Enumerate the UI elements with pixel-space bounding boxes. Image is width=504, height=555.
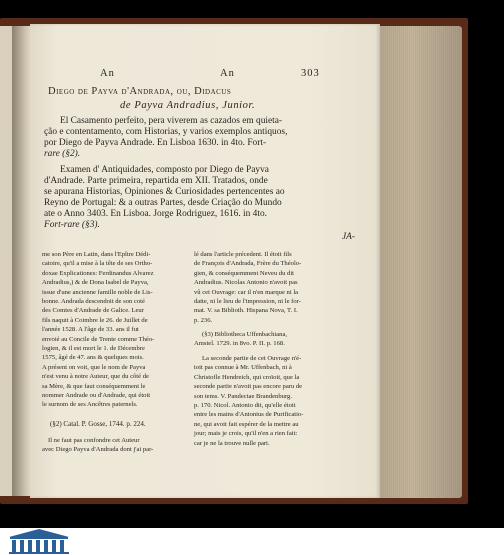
paragraph-line: Reyno de Portugal: & a outras Partes, desde Criação do Mundo <box>44 198 282 208</box>
paragraph-line: ate o Anno 3403. En Lisboa. Jorge Rodriguez, 1616. in 4to. <box>44 209 267 219</box>
footnote-line: nommer Andrade ou d'Andrade, qui étoit <box>42 392 151 399</box>
footnote-line: envoié au Concile de Trente comme Théo- <box>42 335 155 343</box>
footnote-line: issue d'une ancienne famille noble de Lis- <box>42 288 153 296</box>
footnote-line: seconde partie n'avoit pas encore paru de <box>194 383 303 391</box>
footnote-line: des Comtes d'Andrade de Galice. Leur <box>42 307 144 315</box>
footnote-line: 1575, âgé de 47. ans & quelques mois. <box>42 354 144 362</box>
footnote-line: sa Mère, & que faut conséquemment le <box>42 382 146 390</box>
footnote-line: fils naquit à Coimbre le 26. de Juillet de <box>42 316 148 324</box>
footer-bar <box>0 528 504 555</box>
right-page <box>30 24 380 498</box>
footnote-line: datte, ni le lieu de l'impression, ni le for- <box>194 298 301 305</box>
paragraph-line: se apurana Historias, Opiniones & Curiosidades pertencentes ao <box>44 187 285 197</box>
footnote-line: doxae Explicationes: Ferdinandus Alvarez <box>42 269 154 277</box>
entry-title-line1: Diego de Payva d'Andrada, ou, Didacus <box>48 86 232 97</box>
page-number: 303 <box>301 68 320 79</box>
footnote-line: de François d'Andrada, Frère du Théolo- <box>194 260 302 268</box>
left-page-edge <box>0 26 12 496</box>
footnote-line: Amstel. 1729. in 8vo. P. II. p. 168. <box>194 340 285 348</box>
footnote-83-heading: (§3) Bibliotheca Uffenbachiana, <box>202 331 288 338</box>
paragraph-line: El Casamento perfeito, pera viverem as cazados em quieta- <box>60 116 283 126</box>
footnote-line: toit pas connue à Mr. Uffenbach, ni à <box>194 364 292 372</box>
footnote-line: p. 236. <box>194 316 213 324</box>
footnote-line: me son Père en Latin, dans l'Epître Dédi- <box>42 251 151 258</box>
footnote-line: p. 170. Nicol. Antonio dit, qu'elle étoit <box>194 402 296 409</box>
paragraph-line: por Diego de Payva Andrade. En Lisboa 1630. in 4to. Fort- <box>44 138 267 148</box>
footnote-line: Andradius. Nicolas Antonio n'avoit pas <box>194 279 298 287</box>
footnote-line: mat. V. sa Biblioth. Hispana Nova, T. I. <box>194 307 298 315</box>
paragraph-line: Examen d' Antiquidades, composto por Diego de Payva <box>60 165 269 175</box>
footnote-line: Il ne faut pas confondre cet Auteur <box>48 437 140 444</box>
footnote-line: bonne. Andrada descendoit de son coté <box>42 298 145 305</box>
footnote-line: le surnom de ses Ancêtres paternels. <box>42 401 138 409</box>
footnote-line: catoire, qu'il a mise à la tête de ses Ortho- <box>42 260 153 268</box>
footnote-line: jour; mais je crois, qu'il n'en a rien fait: <box>194 430 298 438</box>
footnote-line: logien, & il est mort le 1. de Décembre <box>42 345 145 352</box>
footnote-line: entre les mains d'Antonius de Purificatio- <box>194 411 304 419</box>
library-building-logo-icon <box>5 528 73 555</box>
running-head-left: An <box>100 68 115 79</box>
running-head-center: An <box>220 68 235 79</box>
footnote-82-heading: (§2) Catal. P. Gosse, 1744. p. 224. <box>50 420 146 428</box>
footnote-line: gien, & conséquemment Neveu du dit <box>194 269 294 277</box>
footnote-line: ne, qui avoit fait espérer de la mettre au <box>194 420 299 428</box>
footnote-line: Christofle Hendreich, qui croïoit, que la <box>194 373 300 381</box>
footnote-line: car je ne la trouve nulle part. <box>194 439 270 447</box>
footnote-line: avec Diego Payva d'Andrada dont j'ai par- <box>42 446 154 454</box>
footnote-line: vû cet Ouvrage: car il n'en marque ni la <box>194 288 299 296</box>
paragraph-line: Fort-rare (§3). <box>44 220 100 230</box>
footnote-line: son tems. V. Pandectae Brandenburg. <box>194 392 292 400</box>
footnote-line: Andradius,) & de Dona Isabel de Payva, <box>42 279 149 287</box>
footnote-line: A présent on voit, que le nom de Payva <box>42 363 146 371</box>
footnote-line: n'est venu à notre Auteur, que du côté de <box>42 373 149 381</box>
footnote-line: l'année 1528. A l'âge de 33. ans il fut <box>42 326 139 334</box>
footnote-line: lé dans l'article précedent. Il étoit fils <box>194 251 292 258</box>
catchword: JA- <box>342 232 356 242</box>
footnote-line: La seconde partie de cet Ouvrage n'é- <box>202 355 302 362</box>
entry-title-line2: de Payva Andradius, Junior. <box>120 100 256 111</box>
book-gutter <box>12 26 32 496</box>
paragraph-line: rare (§2). <box>44 149 81 159</box>
paragraph-line: d'Andrade. Parte primeira, repartida em XII. Tratados, onde <box>44 176 268 186</box>
paragraph-line: ção e contentamento, com Historias, y varios exemplos antiquos, <box>44 127 288 137</box>
